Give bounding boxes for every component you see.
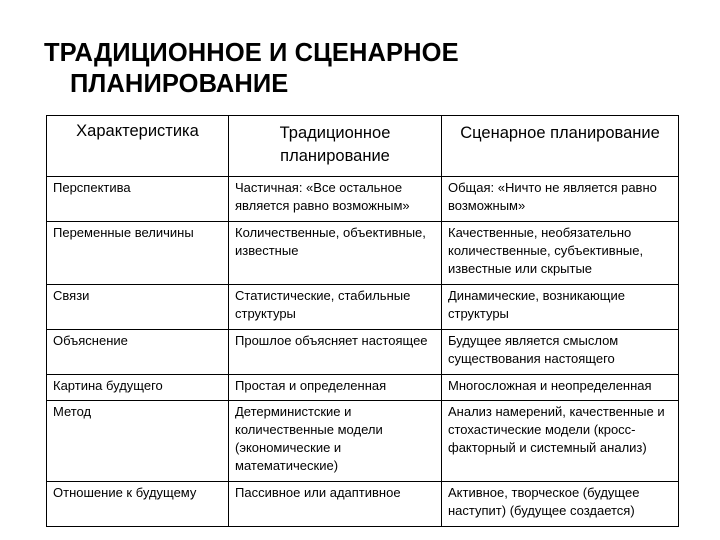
- cell-traditional: Пассивное или адаптивное: [229, 482, 442, 527]
- table-row: [47, 401, 679, 482]
- cell-characteristic: Связи: [47, 285, 229, 330]
- page-title: [44, 38, 459, 100]
- table-row: [47, 375, 679, 401]
- cell-traditional: Статистические, стабильные структуры: [229, 285, 442, 330]
- cell-scenario: Общая: «Ничто не является равно возможным»: [442, 177, 679, 222]
- page-title-line-2: ПЛАНИРОВАНИЕ: [70, 70, 289, 98]
- cell-traditional: Количественные, объективные, известные: [229, 222, 442, 285]
- table-header: [47, 116, 679, 177]
- table-row: [47, 285, 679, 330]
- cell-traditional: Детерминистские и количественные модели (экономические и математические): [229, 401, 442, 482]
- cell-characteristic: Метод: [47, 401, 229, 482]
- cell-scenario: Многосложная и неопределенная: [442, 375, 679, 401]
- cell-characteristic: Перспектива: [47, 177, 229, 222]
- cell-scenario: Качественные, необязательно количественные, субъективные, известные или скрытые: [442, 222, 679, 285]
- cell-characteristic: Объяснение: [47, 330, 229, 375]
- cell-traditional: Простая и определенная: [229, 375, 442, 401]
- cell-characteristic: Переменные величины: [47, 222, 229, 285]
- header-scenario: Сценарное планирование: [442, 116, 679, 177]
- cell-scenario: Анализ намерений, качественные и стохастические модели (кросс-факторный и системный анализ): [442, 401, 679, 482]
- table-row: [47, 482, 679, 527]
- cell-scenario: Будущее является смыслом существования настоящего: [442, 330, 679, 375]
- table-row: [47, 177, 679, 222]
- header-characteristic: Характеристика: [47, 116, 229, 177]
- page-title-line-1: ТРАДИЦИОННОЕ И СЦЕНАРНОЕ: [44, 39, 459, 67]
- table-body: [47, 177, 679, 527]
- header-traditional: Традиционное планирование: [229, 116, 442, 177]
- table-row: [47, 330, 679, 375]
- cell-traditional: Прошлое объясняет настоящее: [229, 330, 442, 375]
- cell-characteristic: Отношение к будущему: [47, 482, 229, 527]
- cell-traditional: Частичная: «Все остальное является равно возможным»: [229, 177, 442, 222]
- table-row: [47, 222, 679, 285]
- cell-scenario: Динамические, возникающие структуры: [442, 285, 679, 330]
- comparison-table: [46, 115, 679, 527]
- cell-scenario: Активное, творческое (будущее наступит) (будущее создается): [442, 482, 679, 527]
- cell-characteristic: Картина будущего: [47, 375, 229, 401]
- header-row: [47, 116, 679, 177]
